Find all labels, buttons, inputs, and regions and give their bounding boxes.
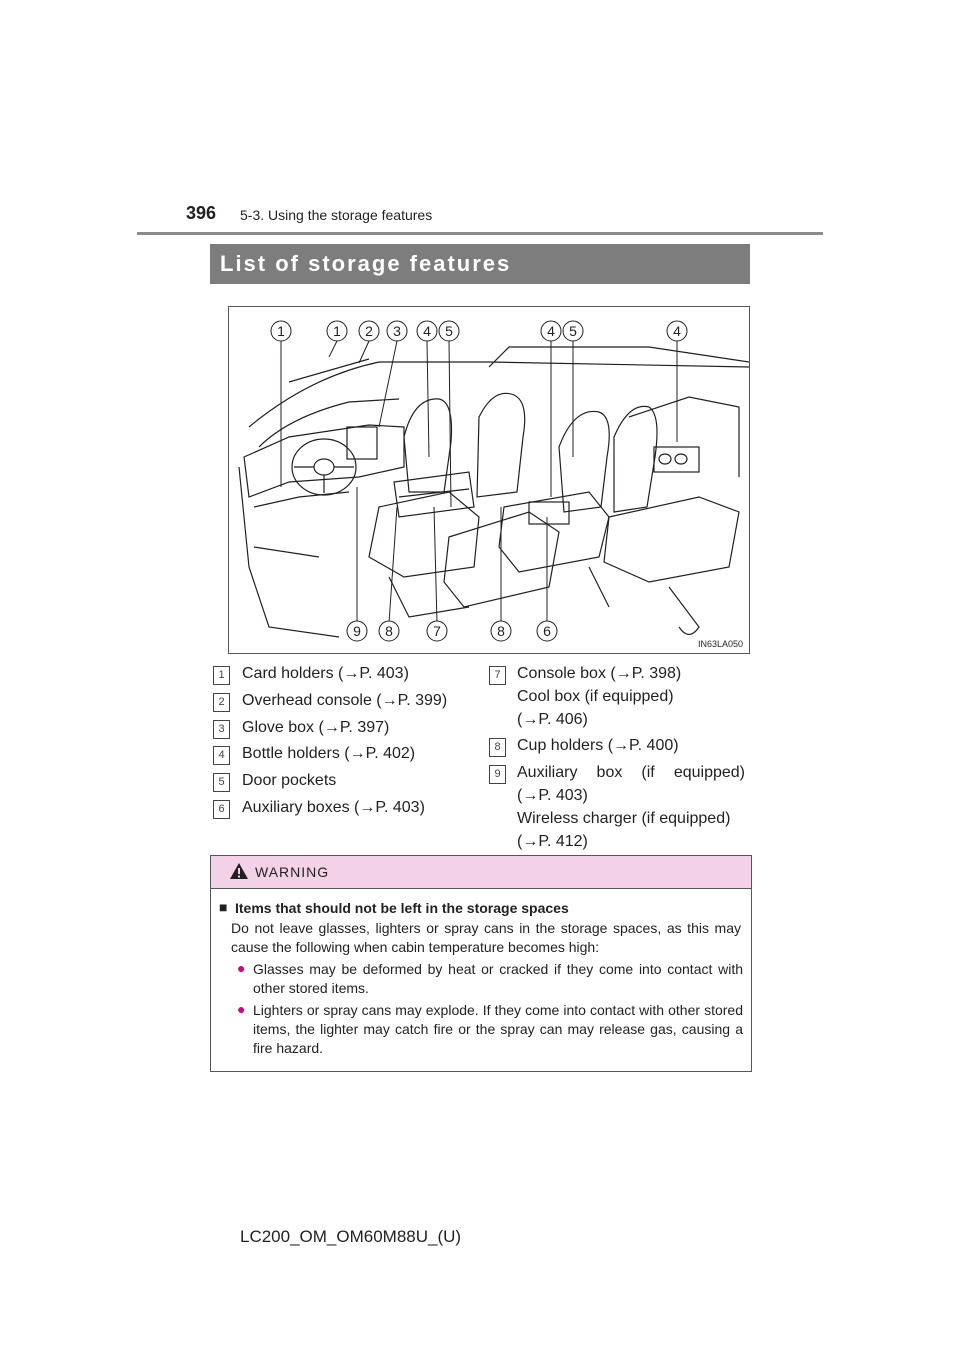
callout-top: 3 bbox=[393, 323, 401, 339]
callout-top: 1 bbox=[333, 323, 341, 339]
legend-item: Glove box (→P. 397) bbox=[242, 719, 390, 736]
page-title: List of storage features bbox=[220, 251, 512, 276]
callout-top: 4 bbox=[547, 323, 555, 339]
footer-doc-code: LC200_OM_OM60M88U_(U) bbox=[240, 1227, 462, 1246]
legend-item: Auxiliary box (if equipped) bbox=[517, 764, 745, 781]
legend-item-line: (→P. 412) bbox=[517, 833, 588, 850]
legend-item: Auxiliary boxes (→P. 403) bbox=[242, 799, 425, 816]
legend-number: 3 bbox=[213, 720, 230, 739]
legend-item: Card holders (→P. 403) bbox=[242, 665, 409, 682]
legend-item-line: Wireless charger (if equipped) bbox=[517, 810, 731, 827]
header-divider bbox=[137, 232, 823, 235]
bullet-icon: ● bbox=[237, 960, 246, 976]
section-label: 5-3. Using the storage features bbox=[240, 207, 433, 223]
legend-number: 1 bbox=[213, 666, 230, 685]
legend-number: 7 bbox=[489, 666, 506, 685]
legend-number: 4 bbox=[213, 746, 230, 765]
callout-top: 4 bbox=[673, 323, 681, 339]
legend-item: Console box (→P. 398) bbox=[517, 665, 682, 682]
legend-number: 2 bbox=[213, 693, 230, 712]
callout-top: 5 bbox=[445, 323, 453, 339]
figure-code: IN63LA050 bbox=[697, 639, 743, 649]
warning-intro: Do not leave glasses, lighters or spray cans in the storage spaces, as this may cause the following when cabin temperature becomes high: bbox=[231, 920, 741, 955]
callout-bottom: 8 bbox=[385, 623, 393, 639]
legend-number: 8 bbox=[489, 738, 506, 757]
callout-bottom: 8 bbox=[497, 623, 505, 639]
callout-bottom: 9 bbox=[353, 623, 361, 639]
vehicle-interior-drawing bbox=[229, 307, 749, 653]
warning-bullet: Glasses may be deformed by heat or cracked if they come into contact with other stored items. bbox=[253, 961, 743, 996]
callout-bottom: 7 bbox=[433, 623, 441, 639]
warning-box bbox=[210, 855, 752, 1072]
heading-square-icon: ■ bbox=[219, 899, 228, 915]
legend-item: Door pockets bbox=[242, 772, 337, 789]
legend-item: Cup holders (→P. 400) bbox=[517, 737, 679, 754]
bullet-icon: ● bbox=[237, 1001, 246, 1017]
legend-number: 9 bbox=[489, 765, 506, 784]
callout-top: 1 bbox=[277, 323, 285, 339]
callout-top: 4 bbox=[423, 323, 431, 339]
callout-top: 5 bbox=[569, 323, 577, 339]
warning-heading: Items that should not be left in the storage spaces bbox=[235, 900, 569, 916]
interior-illustration bbox=[228, 306, 750, 654]
warning-label: WARNING bbox=[255, 864, 330, 880]
legend-item: Overhead console (→P. 399) bbox=[242, 692, 448, 709]
legend-number: 5 bbox=[213, 773, 230, 792]
page-number: 396 bbox=[186, 203, 217, 223]
legend-number: 6 bbox=[213, 800, 230, 819]
legend-item-line: (→P. 406) bbox=[517, 711, 588, 728]
legend-item: Bottle holders (→P. 402) bbox=[242, 745, 416, 762]
title-bar bbox=[210, 244, 750, 284]
warning-bullet: Lighters or spray cans may explode. If they come into contact with other stored items, the lighter may catch fire or the spray can may release gas, causing a fire hazard. bbox=[253, 1002, 743, 1056]
warning-header bbox=[211, 856, 751, 889]
callout-bottom: 6 bbox=[543, 623, 551, 639]
legend-item-line: (→P. 403) bbox=[517, 787, 588, 804]
warning-triangle-icon bbox=[229, 862, 249, 880]
legend-item-line: Cool box (if equipped) bbox=[517, 688, 674, 705]
callout-top: 2 bbox=[365, 323, 373, 339]
